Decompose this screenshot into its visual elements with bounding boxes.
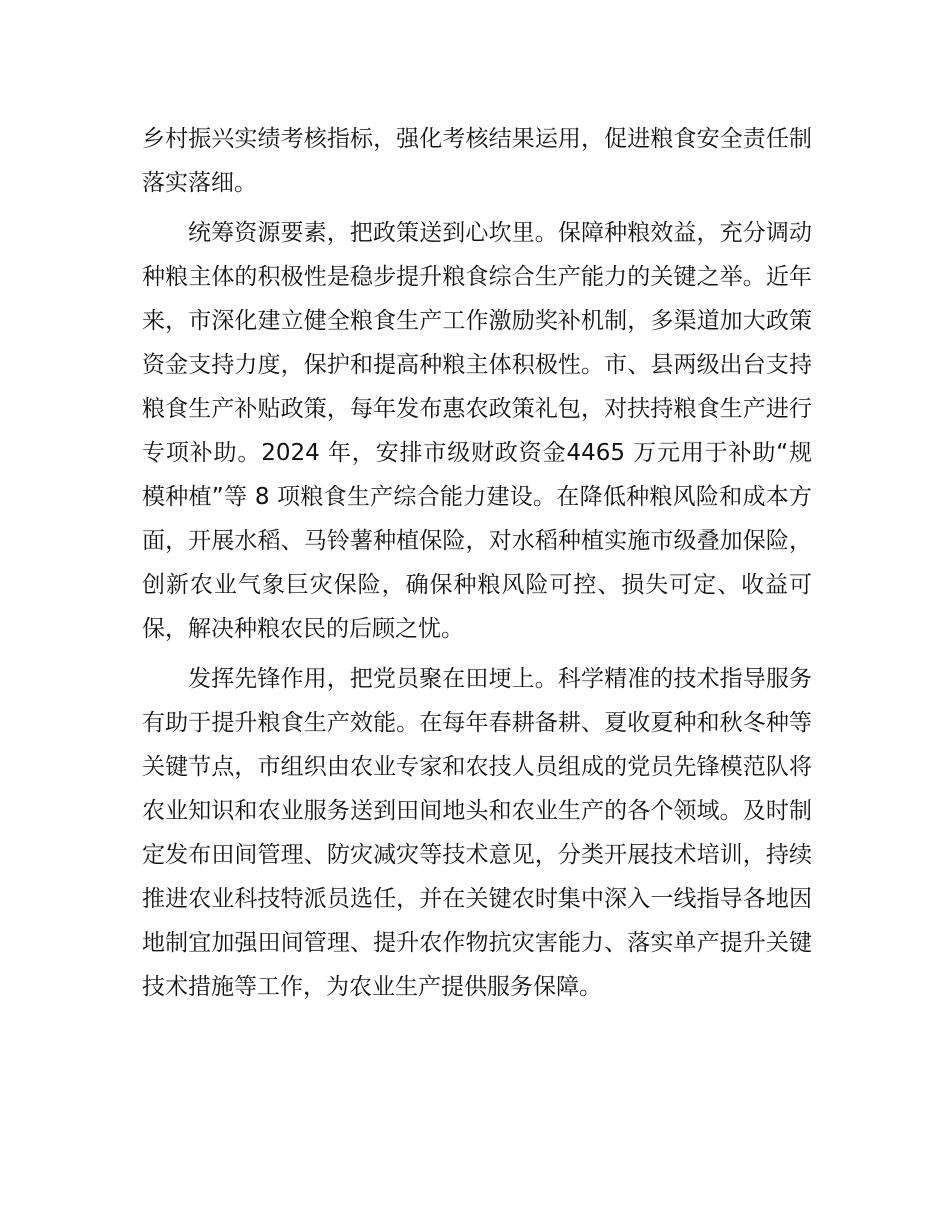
paragraph-continuation: 乡村振兴实绩考核指标，强化考核结果运用，促进粮食安全责任制落实落细。 (142, 126, 812, 196)
paragraph-party-vanguard: 发挥先锋作用，把党员聚在田埂上。科学精准的技术指导服务有助于提升粮食生产效能。在每年春耕备耕、夏收夏种和秋冬种等关键节点，市组织由农业专家和农技人员组成的党员先锋模范队将农业知识和农业服务送到田间地头和农业生产的各个领域。及时制定发布田间管理、防灾减灾等技术意见，分类开展技术培训，持续推进农业科技特派员选任，并在关键农时集中深入一线指导各地因地制宜加强田间管理、提升农作物抗灾害能力、落实单产提升关键技术措施等工作，为农业生产提供服务保障。 (142, 666, 812, 1000)
document-body (142, 117, 812, 1015)
paragraph-policy-support: 统筹资源要素，把政策送到心坎里。保障种粮效益，充分调动种粮主体的积极性是稳步提升粮食综合生产能力的关键之举。近年来，市深化建立健全粮食生产工作激励奖补机制，多渠道加大政策资金支持力度，保护和提高种粮主体积极性。市、县两级出台支持粮食生产补贴政策，每年发布惠农政策礼包，对扶持粮食生产进行专项补助。2024 年，安排市级财政资金4465 万元用于补助“规模种植”等 8 项粮食生产综合能力建设。在降低种粮风险和成本方面，开展水稻、马铃薯种植保险，对水稻种植实施市级叠加保险，创新农业气象巨灾保险，确保种粮风险可控、损失可定、收益可保，解决种粮农民的后顾之忧。 (142, 220, 812, 642)
